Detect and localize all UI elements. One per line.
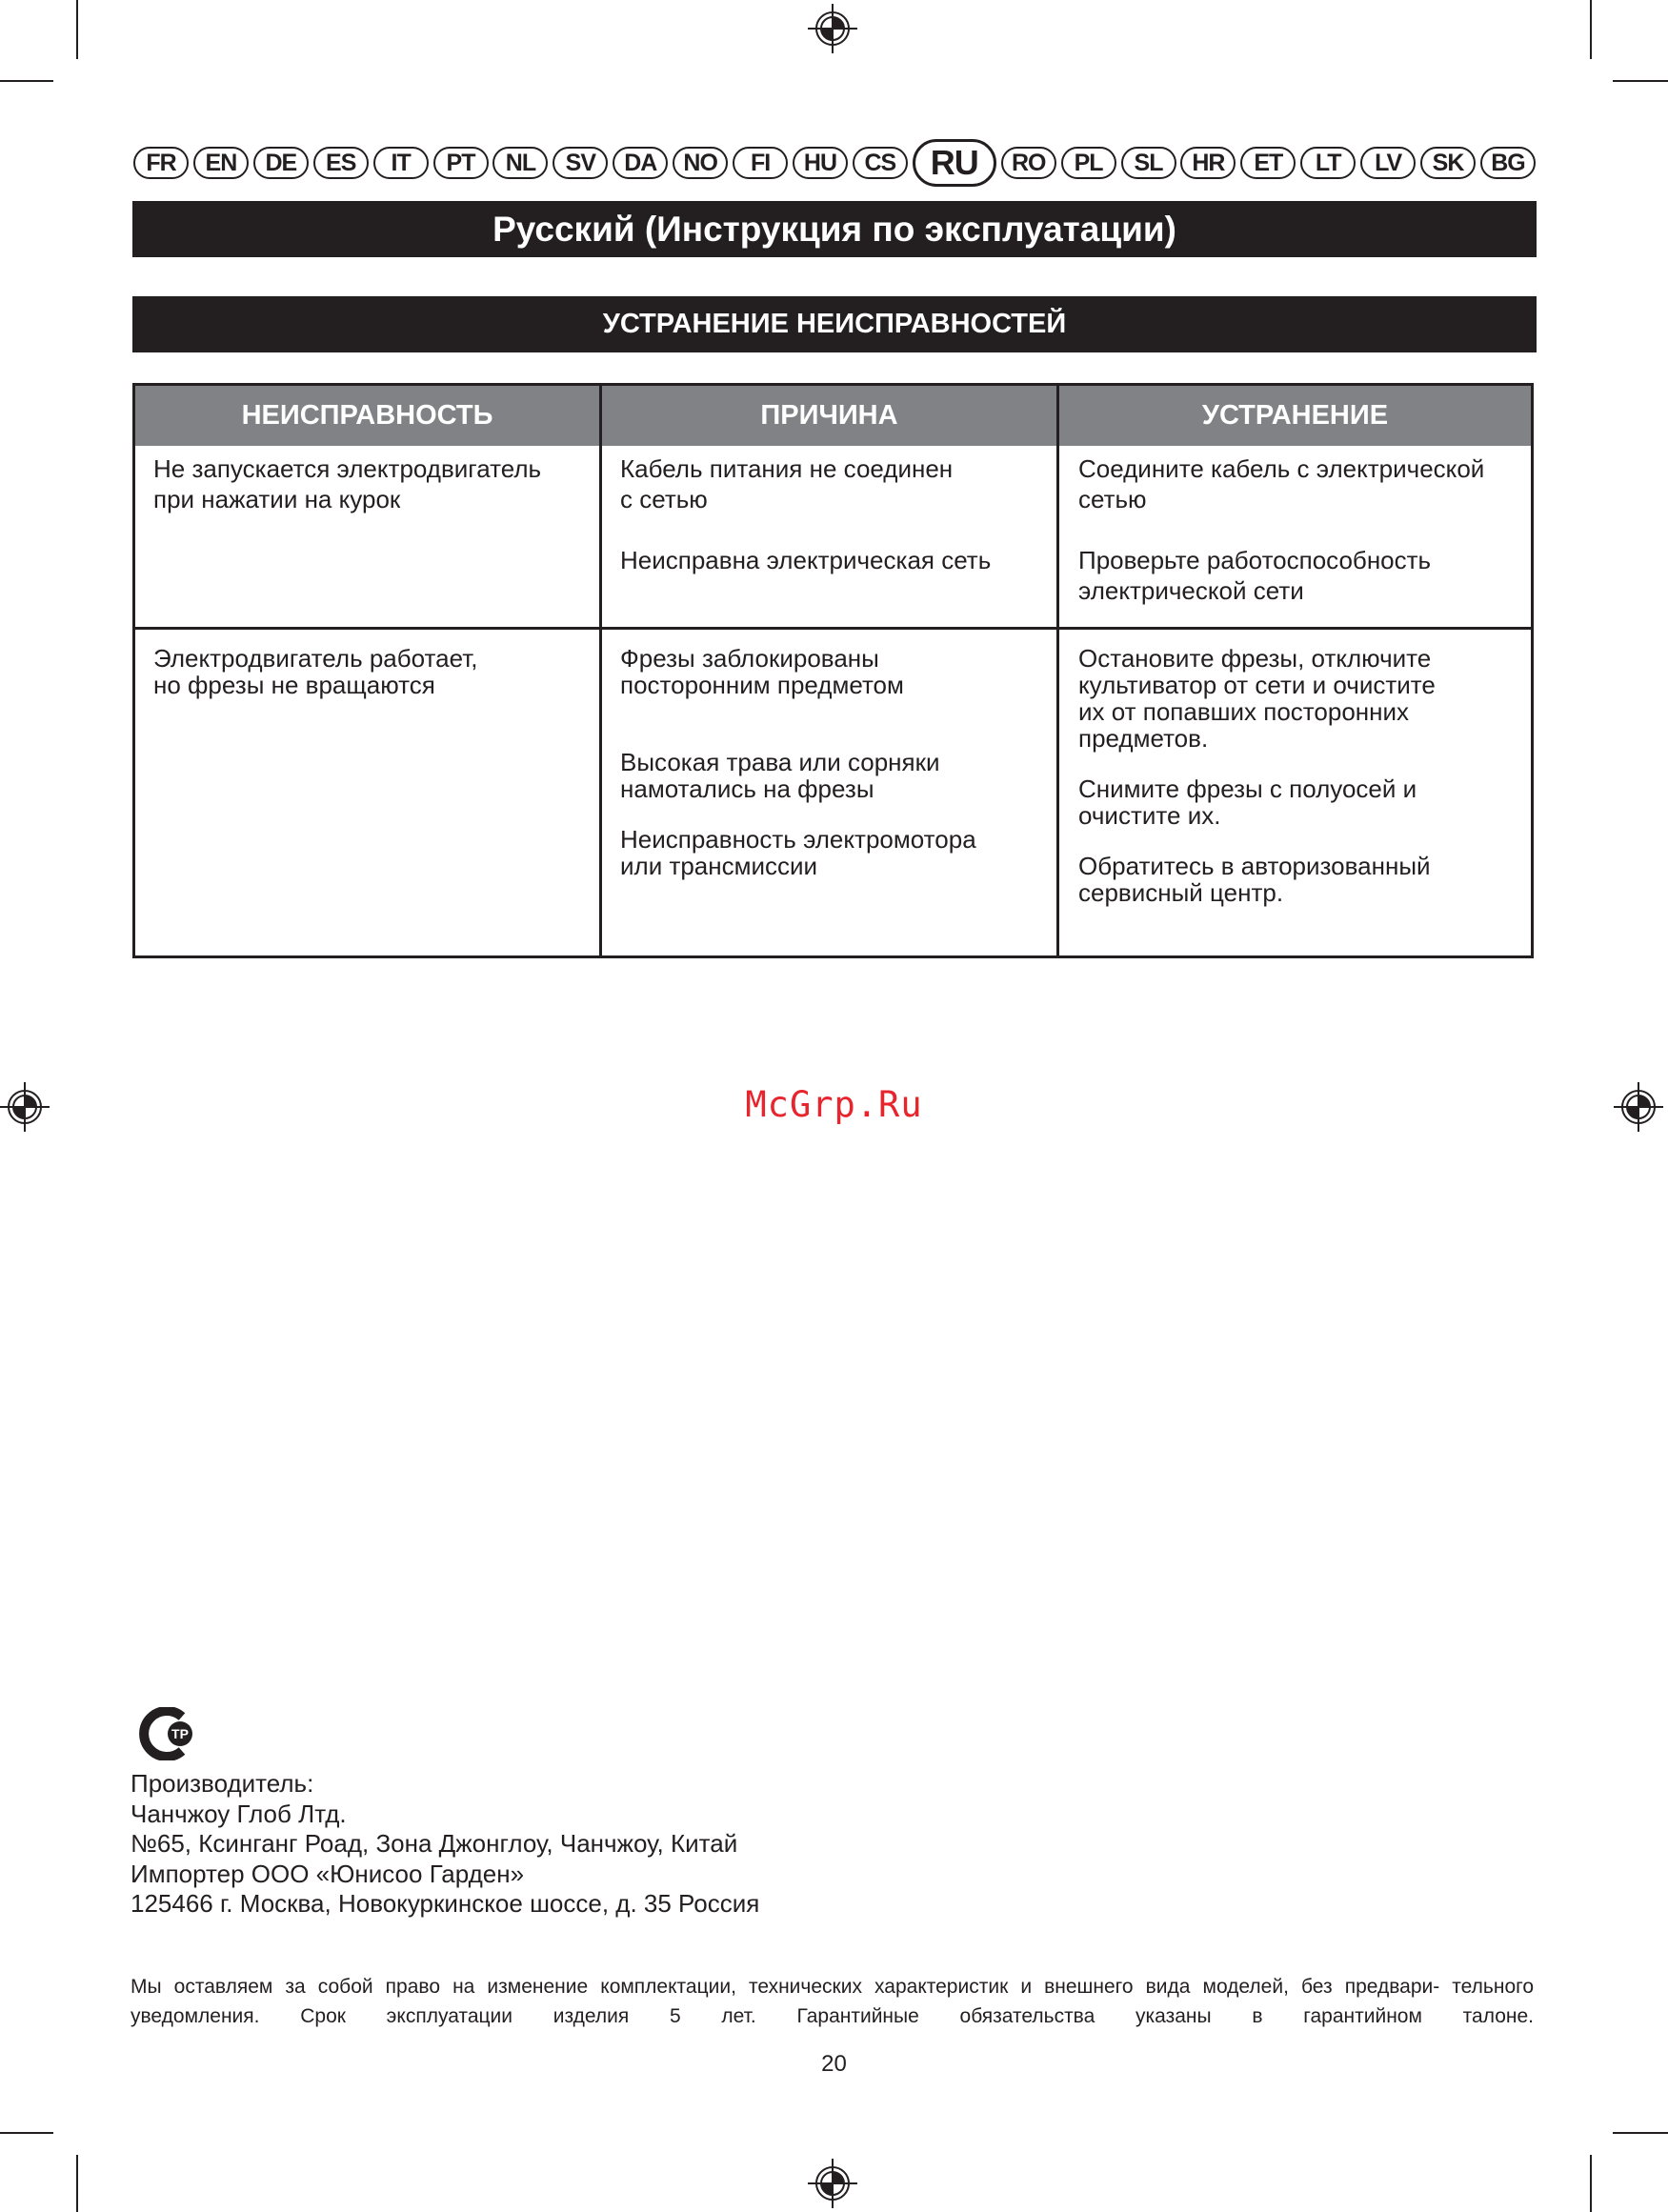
language-tab-hu[interactable]: HU: [793, 147, 848, 179]
language-tab-da[interactable]: DA: [613, 147, 668, 179]
table-cell-problem: [153, 453, 592, 514]
registration-mark-icon: [808, 4, 857, 53]
language-tab-no[interactable]: NO: [673, 147, 728, 179]
table-cell-remedy: [1078, 453, 1526, 606]
language-tab-fr[interactable]: FR: [133, 147, 189, 179]
manufacturer-line: 125466 г. Москва, Новокуркинское шоссе, д. 35 Россия: [131, 1889, 760, 1918]
cause-line: или трансмиссии: [620, 852, 818, 880]
page-title: Русский (Инструкция по эксплуатации): [132, 201, 1537, 257]
disclaimer-text: Мы оставляем за собой право на изменение комплектации, технических характеристик и внешнего вида моделей, без предвари- тельного уведомления. Срок эксплуатации изделия 5 лет. Гарантийные обязательства указаны в гарантийном талоне.: [131, 1976, 1534, 2027]
table-cell-cause: [620, 645, 1049, 879]
remedy-line: Проверьте работоспособность: [1078, 546, 1432, 574]
language-tab-bg[interactable]: BG: [1480, 147, 1536, 179]
crop-mark: [1590, 0, 1592, 59]
column-divider: [1056, 386, 1059, 955]
crop-mark: [76, 0, 78, 59]
language-tab-sl[interactable]: SL: [1121, 147, 1176, 179]
crop-mark: [0, 80, 53, 82]
problem-line: Электродвигатель работает,: [153, 644, 478, 673]
cause-line: с сетью: [620, 485, 708, 513]
cause-line: Кабель питания не соединен: [620, 454, 954, 483]
language-tab-lt[interactable]: LT: [1300, 147, 1356, 179]
cause-line: Высокая трава или сорняки: [620, 748, 940, 776]
crop-mark: [1590, 2155, 1592, 2212]
troubleshooting-table: [132, 383, 1534, 958]
language-tab-lv[interactable]: LV: [1360, 147, 1416, 179]
language-tab-es[interactable]: ES: [313, 147, 369, 179]
remedy-line: Соедините кабель с электрической: [1078, 454, 1485, 483]
language-tab-fi[interactable]: FI: [733, 147, 788, 179]
manufacturer-info: [131, 1769, 759, 1920]
certification-mark-text: ТР: [171, 1726, 189, 1741]
column-header-problem: НЕИСПРАВНОСТЬ: [135, 386, 599, 446]
section-title: УСТРАНЕНИЕ НЕИСПРАВНОСТЕЙ: [132, 296, 1537, 352]
remedy-line: культиватор от сети и очистите: [1078, 671, 1436, 699]
registration-mark-icon: [808, 2159, 857, 2208]
language-tab-it[interactable]: IT: [373, 147, 429, 179]
problem-line: при нажатии на курок: [153, 485, 401, 513]
problem-line: Не запускается электродвигатель: [153, 454, 542, 483]
crop-mark: [76, 2155, 78, 2212]
language-tab-pl[interactable]: PL: [1061, 147, 1116, 179]
remedy-line: сервисный центр.: [1078, 878, 1284, 907]
language-tab-de[interactable]: DE: [253, 147, 309, 179]
language-tab-cs[interactable]: CS: [853, 147, 908, 179]
language-tab-et[interactable]: ET: [1240, 147, 1296, 179]
language-selector: [133, 141, 1536, 185]
cause-line: посторонним предметом: [620, 671, 904, 699]
watermark-link[interactable]: McGrp.Ru: [745, 1084, 923, 1125]
remedy-line: электрической сети: [1078, 576, 1304, 605]
column-header-cause: ПРИЧИНА: [602, 386, 1056, 446]
language-tab-ro[interactable]: RO: [1001, 147, 1056, 179]
language-tab-ru-active[interactable]: RU: [913, 139, 996, 187]
language-tab-sk[interactable]: SK: [1420, 147, 1476, 179]
cause-line: намотались на фрезы: [620, 774, 874, 803]
manufacturer-line: Чанчжоу Глоб Лтд.: [131, 1799, 347, 1828]
problem-line: но фрезы не вращаются: [153, 671, 435, 699]
remedy-line: очистите их.: [1078, 801, 1221, 830]
column-divider: [599, 386, 602, 955]
certification-mark-icon: [132, 1707, 199, 1760]
cause-line: Фрезы заблокированы: [620, 644, 879, 673]
cause-line: Неисправна электрическая сеть: [620, 546, 992, 574]
remedy-line: их от попавших посторонних: [1078, 697, 1410, 726]
table-cell-remedy: [1078, 645, 1526, 906]
remedy-line: предметов.: [1078, 724, 1209, 753]
crop-mark: [1613, 80, 1668, 82]
language-tab-nl[interactable]: NL: [492, 147, 548, 179]
row-divider: [135, 627, 1531, 630]
remedy-line: сетью: [1078, 485, 1147, 513]
language-tab-hr[interactable]: HR: [1180, 147, 1236, 179]
cause-line: Неисправность электромотора: [620, 825, 976, 854]
manufacturer-line: Производитель:: [131, 1769, 314, 1798]
manufacturer-line: Импортер ООО «Юнисоо Гарден»: [131, 1859, 525, 1888]
table-cell-problem: [153, 645, 592, 698]
page-number: 20: [821, 2051, 847, 2077]
crop-mark: [1613, 2132, 1668, 2134]
language-tab-pt[interactable]: PT: [433, 147, 489, 179]
remedy-line: Снимите фрезы с полуосей и: [1078, 774, 1417, 803]
crop-mark: [0, 2132, 53, 2134]
table-cell-cause: [620, 453, 1049, 575]
language-tab-en[interactable]: EN: [193, 147, 249, 179]
column-header-remedy: УСТРАНЕНИЕ: [1059, 386, 1531, 446]
manufacturer-line: №65, Ксинганг Роад, Зона Джонглоу, Чанчжоу, Китай: [131, 1829, 738, 1858]
remedy-line: Остановите фрезы, отключите: [1078, 644, 1432, 673]
remedy-line: Обратитесь в авторизованный: [1078, 852, 1431, 880]
language-tab-sv[interactable]: SV: [553, 147, 608, 179]
